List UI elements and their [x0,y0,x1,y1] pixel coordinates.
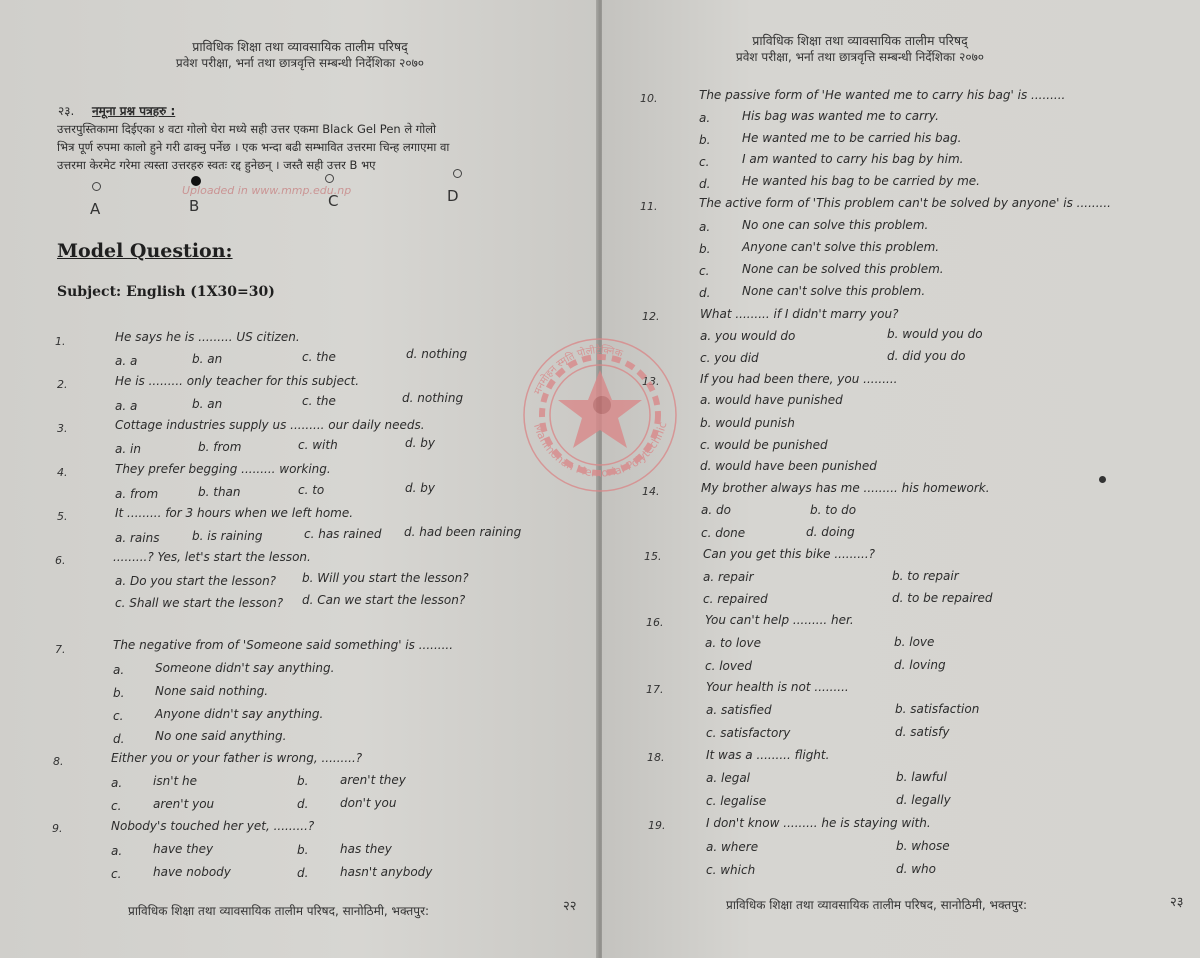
option-letter: a. [111,776,123,790]
question-number: 16. [646,616,664,629]
option-d: d. loving [894,658,946,672]
left-page [0,0,598,958]
option-b: b. from [198,440,242,454]
bubble-label-a: A [90,200,101,218]
question-number: 17. [646,683,664,696]
bubble-label-b: B [189,197,200,215]
question-number: 13. [642,375,660,388]
question-number: 3. [57,422,68,435]
ink-dot [1099,476,1106,483]
option-letter: d. [297,866,309,880]
question-text: It was a ......... flight. [706,748,830,762]
option-b: b. would you do [887,327,983,341]
question-text: .........? Yes, let's start the lesson. [113,550,311,564]
question-text: He says he is ......... US citizen. [115,330,300,344]
option-d: d. nothing [406,347,468,361]
option-a: No one can solve this problem. [742,218,929,232]
option-c: I am wanted to carry his bag by him. [742,152,964,166]
option-letter: c. [111,867,122,881]
question-number: 6. [55,554,66,567]
option-d: He wanted his bag to be carried by me. [742,174,980,188]
option-a: a. a [115,399,138,413]
question-text: Cottage industries supply us ......... our daily needs. [115,418,425,432]
option-letter: d. [699,286,711,300]
option-letter: c. [699,155,710,169]
question-number: 15. [644,550,662,563]
option-a: a. satisfied [706,703,772,717]
option-d: d. Can we start the lesson? [302,593,466,607]
bubble-c [325,174,334,183]
option-c: None can be solved this problem. [742,262,944,276]
option-d: don't you [340,796,397,810]
question-text: I don't know ......... he is staying with. [706,816,931,830]
seal-logo [510,325,690,505]
question-text: Either you or your father is wrong, .........? [111,751,363,765]
option-c: c. you did [700,351,759,365]
option-a: isn't he [153,774,197,788]
option-b: b. satisfaction [895,702,980,716]
question-text: They prefer begging ......... working. [115,462,331,476]
question-number: 19. [648,819,666,832]
option-letter: b. [699,242,711,256]
right-page [602,0,1200,958]
model-question-title: Model Question: [57,240,233,262]
right-footer: प्राविधिक शिक्षा तथा व्यावसायिक तालीम परिषद, सानोठिमी, भक्तपुर: [726,898,1028,912]
option-letter: a. [111,844,123,858]
question-number: 11. [640,200,658,213]
option-a: have they [153,842,214,856]
option-b: b. than [198,485,241,499]
option-b: He wanted me to be carried his bag. [742,131,962,145]
option-b: b. love [894,635,935,649]
option-letter: a. [113,663,125,677]
question-number: 7. [55,643,66,656]
option-d: d. legally [896,793,951,807]
option-a: a. you would do [700,329,796,343]
option-a: a. from [115,487,159,501]
question-number: 5. [57,510,68,523]
question-number: 1. [55,335,66,348]
seal-text-bottom: Manmohan Memorial Polytechnic [530,420,670,480]
instruction-line-3: उत्तरमा केरमेट गरेमा त्यस्ता उत्तरहरु स्वतः रद्द हुनेछन् । जस्तै सही उत्तर B भए [57,158,376,172]
option-d: d. by [405,436,435,450]
option-d: hasn't anybody [340,865,433,879]
option-d: None can't solve this problem. [742,284,926,298]
bubble-label-c: C [328,192,339,210]
question-text: He is ......... only teacher for this subject. [115,374,360,388]
option-c: Anyone didn't say anything. [155,707,324,721]
option-letter: b. [297,774,309,788]
seal-portrait [593,396,611,414]
option-c: c. would be punished [700,438,828,452]
seal-text-top: मनमोहन स्मृति पोलीटेक्निक [532,344,624,397]
option-d: d. who [896,862,937,876]
option-letter: d. [113,732,125,746]
option-c: c. legalise [706,794,767,808]
question-text: Nobody's touched her yet, .........? [111,819,315,833]
option-d: d. had been raining [404,525,522,539]
option-letter: d. [699,177,711,191]
option-letter: b. [113,686,125,700]
bubble-a [92,182,101,191]
option-c: have nobody [153,865,231,879]
question-number: 14. [642,485,660,498]
option-c: c. to [298,483,325,497]
question-number: 18. [647,751,665,764]
option-a: a. legal [706,771,751,785]
question-text: The passive form of 'He wanted me to carry his bag' is ......... [699,88,1066,102]
question-text: It ......... for 3 hours when we left home. [115,506,354,520]
question-number: 2. [57,378,68,391]
instruction-line-1: उत्तरपुस्तिकामा दिईएका ४ वटा गोलो घेरा मध्ये सही उत्तर एकमा Black Gel Pen ले गोलो [57,122,437,136]
option-d: d. did you do [887,349,966,363]
option-a: a. would have punished [700,393,843,407]
option-b: b. an [192,352,223,366]
option-d: d. satisfy [895,725,950,739]
option-letter: d. [297,797,309,811]
right-header-line1: प्राविधिक शिक्षा तथा व्यावसायिक तालीम परिषद् [752,33,968,48]
option-a: a. a [115,354,138,368]
option-a: a. in [115,442,141,456]
option-b: b. to do [810,503,857,517]
question-number: 8. [53,755,64,768]
question-text: What ......... if I didn't marry you? [700,307,899,321]
left-header [150,38,450,72]
option-a: His bag was wanted me to carry. [742,109,939,123]
option-a: Someone didn't say anything. [155,661,335,675]
option-b: b. an [192,397,223,411]
option-c: c. repaired [703,592,768,606]
question-text: Your health is not ......... [706,680,849,694]
question-text: If you had been there, you ......... [700,372,898,386]
option-a: a. repair [703,570,754,584]
option-letter: a. [699,111,711,125]
option-b: Anyone can't solve this problem. [742,240,940,254]
option-c: c. the [302,394,336,408]
question-number: 10. [640,92,658,105]
question-text: The negative from of 'Someone said something' is ......... [113,638,454,652]
option-b: aren't they [340,773,406,787]
option-letter: b. [297,843,309,857]
question-number: 12. [642,310,660,323]
option-b: b. Will you start the lesson? [302,571,469,585]
left-page-number: २२ [563,899,577,914]
option-b: b. lawful [896,770,947,784]
right-header-line2: प्रवेश परीक्षा, भर्ना तथा छात्रवृत्ति सम्बन्धी निर्देशिका २०७० [735,50,985,64]
subject-line: Subject: English (1X30=30) [57,284,275,300]
instruction-line-2: भित्र पूर्ण रुपमा कालो हुने गरी ढाक्नु पर्नेछ । एक भन्दा बढी सम्भावित उत्तरमा चिन्ह लगाएमा वा [57,140,450,154]
left-header-line2: प्रवेश परीक्षा, भर्ना तथा छात्रवृत्ति सम्बन्धी निर्देशिका २०७० [175,56,425,70]
option-a: a. to love [705,636,762,650]
section-title: नमूना प्रश्न पत्रहरु : [92,104,176,118]
bubble-d [453,169,462,178]
option-d: d. by [405,481,435,495]
option-letter: c. [111,799,122,813]
option-a: a. where [706,840,759,854]
right-header [710,32,1010,66]
question-number: 4. [57,466,68,479]
right-page-number: २३ [1170,895,1184,910]
option-d: d. to be repaired [892,591,993,605]
option-letter: a. [699,220,711,234]
option-c: aren't you [153,797,215,811]
bubble-label-d: D [447,187,459,205]
option-d: d. doing [806,525,855,539]
upload-watermark: Uploaded in www.mmp.edu.np [182,184,352,197]
option-d: No one said anything. [155,729,287,743]
option-c: c. Shall we start the lesson? [115,596,284,610]
question-text: You can't help ......... her. [705,613,854,627]
left-footer: प्राविधिक शिक्षा तथा व्यावसायिक तालीम परिषद, सानोठिमी, भक्तपुर: [128,904,430,918]
option-a: a. Do you start the lesson? [115,574,277,588]
question-text: My brother always has me ......... his homework. [701,481,990,495]
option-a: a. do [701,503,731,517]
option-c: c. satisfactory [706,726,791,740]
option-c: c. which [706,863,756,877]
option-a: a. rains [115,531,160,545]
option-d: d. nothing [402,391,464,405]
option-c: c. loved [705,659,753,673]
option-b: b. would punish [700,416,795,430]
left-header-line1: प्राविधिक शिक्षा तथा व्यावसायिक तालीम परिषद् [192,39,408,54]
option-letter: b. [699,133,711,147]
option-c: c. with [298,438,338,452]
option-b: None said nothing. [155,684,269,698]
option-c: c. the [302,350,336,364]
option-letter: c. [113,709,124,723]
option-b: b. is raining [192,529,263,543]
section-number: २३. [58,104,75,118]
question-text: The active form of 'This problem can't be solved by anyone' is ......... [699,196,1111,210]
option-c: c. has rained [304,527,382,541]
option-b: b. to repair [892,569,959,583]
option-d: d. would have been punished [700,459,877,473]
question-number: 9. [52,822,63,835]
option-c: c. done [701,526,746,540]
question-text: Can you get this bike .........? [703,547,876,561]
option-letter: c. [699,264,710,278]
option-b: b. whose [896,839,950,853]
option-b: has they [340,842,392,856]
